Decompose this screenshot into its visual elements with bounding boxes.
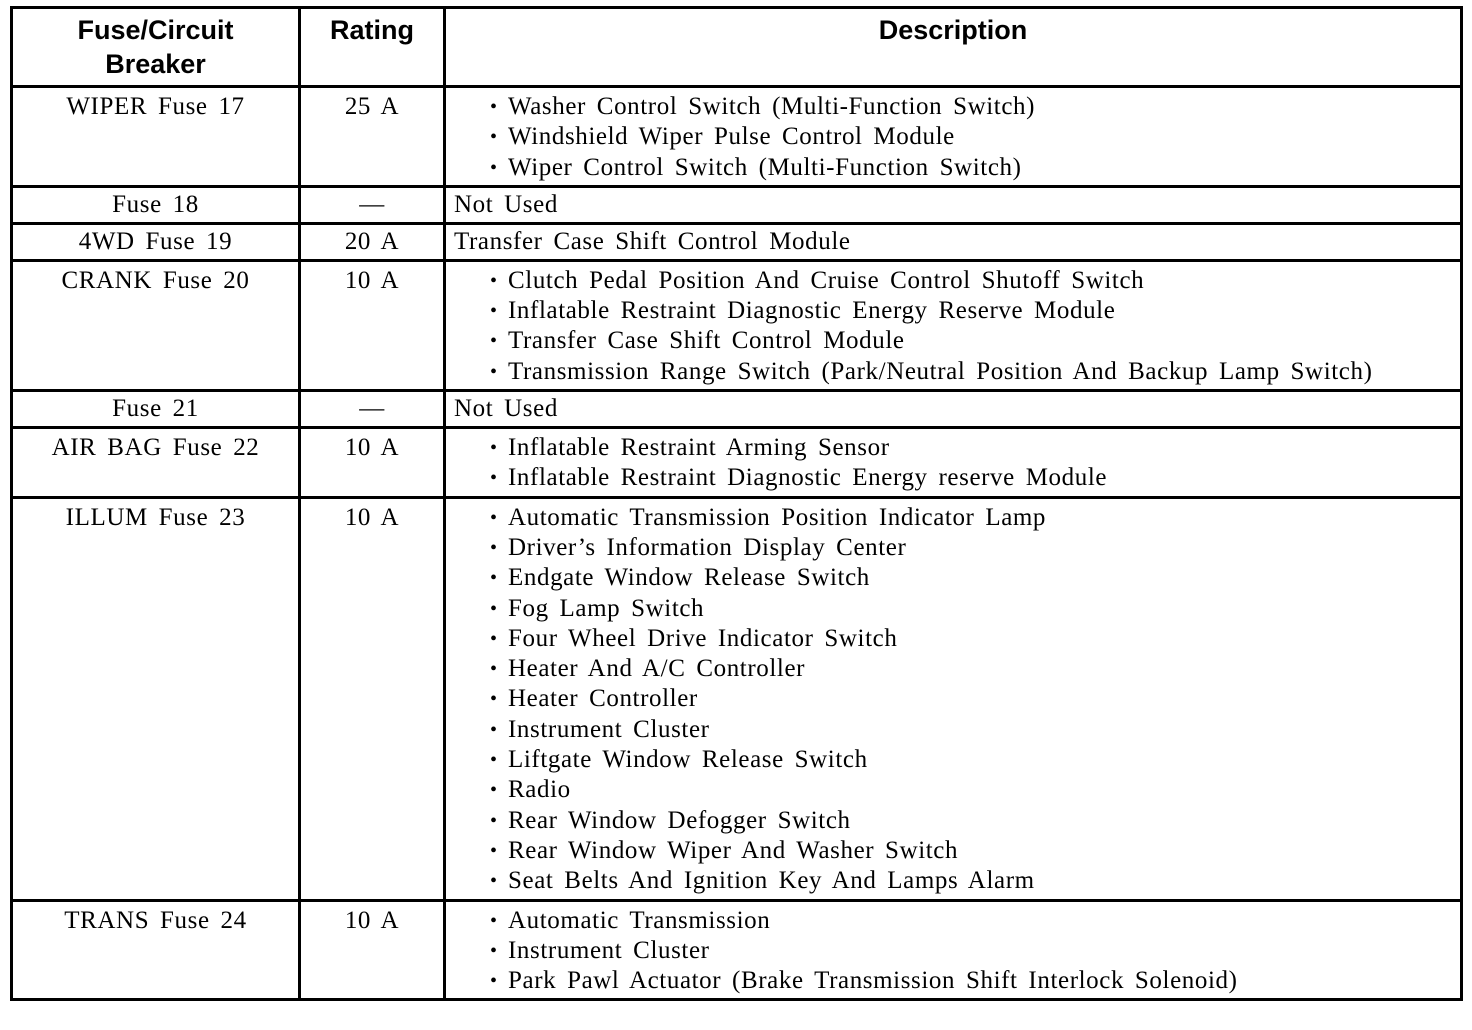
list-item: • Automatic Transmission Position Indicator Lamp [490,503,1452,533]
table-row [12,497,1462,900]
list-item: • Automatic Transmission [490,906,1452,936]
list-item: • Heater And A/C Controller [490,654,1452,684]
description-cell [445,900,1462,1000]
list-item: • Seat Belts And Ignition Key And Lamps Alarm [490,866,1452,896]
list-item: • Endgate Window Release Switch [490,563,1452,593]
circuit-cell: AIR BAG Fuse 22 [12,428,300,498]
description-cell [445,186,1462,223]
list-item: • Transmission Range Switch (Park/Neutral Position And Backup Lamp Switch) [490,357,1452,387]
description-text: Not Used [454,190,558,218]
description-list [454,503,1452,897]
description-cell [445,497,1462,900]
table-row [12,260,1462,390]
circuit-cell: TRANS Fuse 24 [12,900,300,1000]
list-item: • Liftgate Window Release Switch [490,745,1452,775]
list-item: • Clutch Pedal Position And Cruise Control Shutoff Switch [490,266,1452,296]
circuit-cell: Fuse 21 [12,391,300,428]
rating-cell: 10 A [300,900,445,1000]
list-item: • Inflatable Restraint Diagnostic Energy reserve Module [490,463,1452,493]
rating-cell: — [300,186,445,223]
list-item: • Radio [490,775,1452,805]
header-row [12,8,1462,87]
list-item: • Inflatable Restraint Arming Sensor [490,433,1452,463]
list-item: • Fog Lamp Switch [490,594,1452,624]
description-text: Not Used [454,395,558,423]
description-cell [445,87,1462,187]
rating-cell: 10 A [300,260,445,390]
list-item: • Windshield Wiper Pulse Control Module [490,122,1452,152]
description-text: Transfer Case Shift Control Module [454,227,851,255]
rating-cell: — [300,391,445,428]
rating-cell: 10 A [300,428,445,498]
table-row [12,223,1462,260]
rating-cell: 10 A [300,497,445,900]
table-header [12,8,1462,87]
table-row [12,391,1462,428]
circuit-cell: ILLUM Fuse 23 [12,497,300,900]
circuit-cell: Fuse 18 [12,186,300,223]
table-row [12,428,1462,498]
description-list [454,906,1452,997]
list-item: • Rear Window Defogger Switch [490,806,1452,836]
list-item: • Washer Control Switch (Multi-Function Switch) [490,92,1452,122]
description-list [454,266,1452,387]
description-cell [445,223,1462,260]
rating-cell: 20 A [300,223,445,260]
description-cell [445,428,1462,498]
table-row [12,87,1462,187]
circuit-cell: WIPER Fuse 17 [12,87,300,187]
list-item: • Wiper Control Switch (Multi-Function Switch) [490,153,1452,183]
description-cell [445,260,1462,390]
fuse-table [10,6,1463,1001]
rating-cell: 25 A [300,87,445,187]
column-header-circuit [12,8,300,87]
list-item: • Four Wheel Drive Indicator Switch [490,624,1452,654]
table-body [12,87,1462,1000]
circuit-cell: 4WD Fuse 19 [12,223,300,260]
list-item: • Transfer Case Shift Control Module [490,326,1452,356]
circuit-cell: CRANK Fuse 20 [12,260,300,390]
column-header-circuit-line1: Fuse/Circuit [77,15,234,45]
list-item: • Driver’s Information Display Center [490,533,1452,563]
list-item: • Park Pawl Actuator (Brake Transmission Shift Interlock Solenoid) [490,966,1452,996]
description-cell [445,391,1462,428]
list-item: • Rear Window Wiper And Washer Switch [490,836,1452,866]
description-list [454,433,1452,494]
list-item: • Instrument Cluster [490,715,1452,745]
list-item: • Inflatable Restraint Diagnostic Energy Reserve Module [490,296,1452,326]
table-row [12,186,1462,223]
description-list [454,92,1452,183]
column-header-circuit-line2: Breaker [105,49,206,79]
column-header-rating: Rating [300,8,445,87]
list-item: • Heater Controller [490,684,1452,714]
column-header-description: Description [445,8,1462,87]
table-row [12,900,1462,1000]
list-item: • Instrument Cluster [490,936,1452,966]
